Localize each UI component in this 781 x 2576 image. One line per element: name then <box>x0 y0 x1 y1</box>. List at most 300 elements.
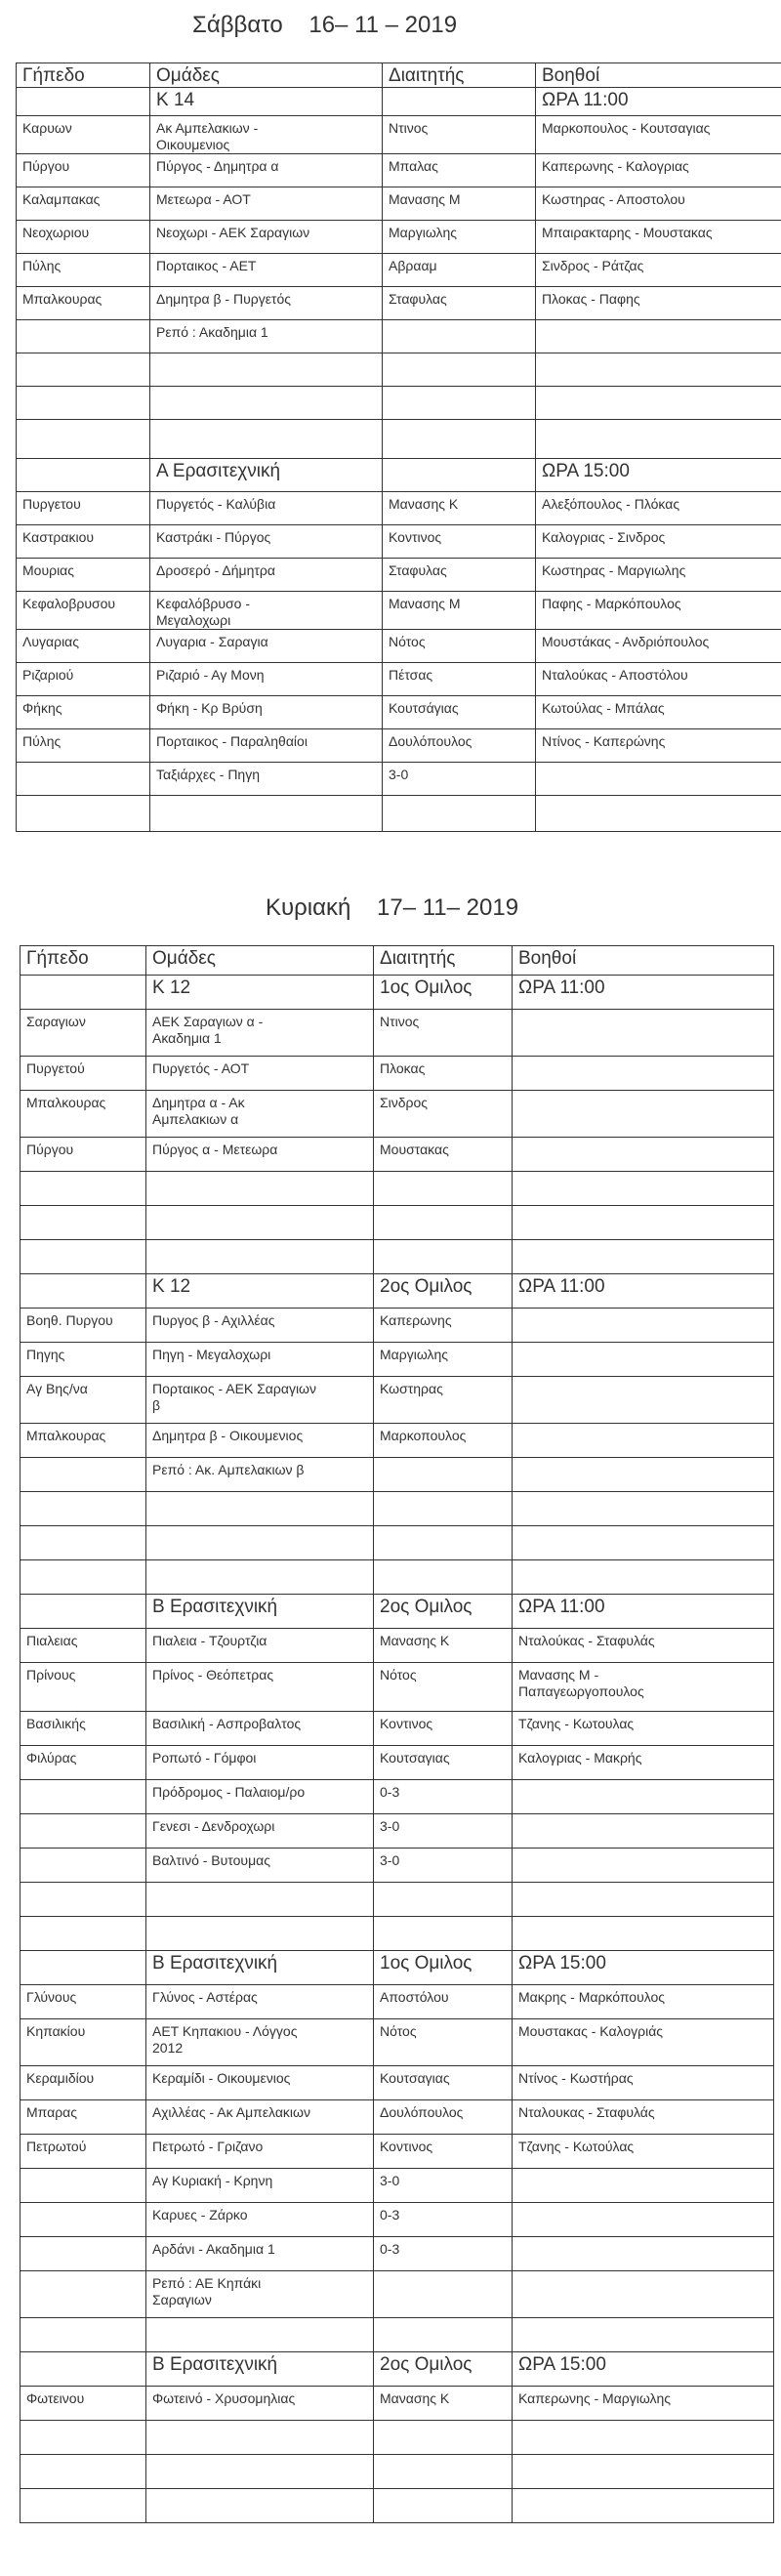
cell-venue: Καλαμπακας <box>17 187 150 221</box>
cell-assistants <box>513 1240 774 1274</box>
cell-referee: Μανασης Κ <box>383 492 536 525</box>
cell-teams: Δροσερό - Δήμητρα <box>150 559 383 592</box>
table-row <box>17 154 781 187</box>
cell-teams: Πορταικος - Παραληθαίοι <box>150 729 383 763</box>
cell-teams <box>146 2455 374 2489</box>
cell-referee <box>374 1240 513 1274</box>
table-row <box>21 1057 774 1091</box>
cell-referee <box>383 387 536 420</box>
cell-teams <box>146 1883 374 1917</box>
cell-venue: Φιλύρας <box>21 1746 146 1780</box>
cell-assistants <box>513 1424 774 1458</box>
table-row <box>21 2421 774 2455</box>
table-row <box>21 1985 774 2019</box>
cell-assistants <box>513 1091 774 1138</box>
section-heading-venue <box>17 88 150 116</box>
cell-referee: Αβρααμ <box>383 254 536 287</box>
sunday-schedule-table <box>20 945 774 2523</box>
cell-venue <box>21 1883 146 1917</box>
cell-teams <box>150 387 383 420</box>
cell-teams: Πύργος - Δημητρα α <box>150 154 383 187</box>
table-row <box>17 116 781 154</box>
cell-referee <box>374 1526 513 1560</box>
cell-venue: Πυργετού <box>21 1057 146 1091</box>
cell-teams: Φήκη - Κρ Βρύση <box>150 696 383 729</box>
cell-venue: Αγ Βης/να <box>21 1377 146 1424</box>
cell-referee: 0-3 <box>374 1780 513 1814</box>
header-row <box>21 946 774 976</box>
cell-venue: Μπαλκουρας <box>17 287 150 320</box>
cell-venue <box>21 2169 146 2203</box>
cell-venue <box>17 763 150 796</box>
section-heading-row <box>21 1951 774 1985</box>
cell-assistants <box>513 1343 774 1377</box>
cell-assistants: Κωτούλας - Μπάλας <box>536 696 781 729</box>
cell-assistants: Καπερωνης - Καλογριας <box>536 154 781 187</box>
cell-teams: Πυργος β - Αχιλλέας <box>146 1309 374 1343</box>
cell-referee: Μανασης Μ <box>383 592 536 630</box>
cell-venue: Βοηθ. Πυργου <box>21 1309 146 1343</box>
cell-teams <box>146 1240 374 1274</box>
cell-referee: Νότος <box>374 1663 513 1712</box>
section-heading-referee <box>383 459 536 492</box>
table-row <box>21 2203 774 2237</box>
cell-assistants: Πλοκας - Παφης <box>536 287 781 320</box>
table-row <box>17 187 781 221</box>
cell-teams <box>146 1172 374 1206</box>
table-row <box>17 663 781 696</box>
cell-venue <box>17 320 150 353</box>
cell-referee: Δουλόπουλος <box>383 729 536 763</box>
table-row <box>21 2100 774 2135</box>
column-header-referee: Διαιτητής <box>383 63 536 88</box>
table-row <box>17 592 781 630</box>
cell-referee: Μπαλας <box>383 154 536 187</box>
section-heading-row <box>21 1595 774 1629</box>
cell-referee <box>374 2318 513 2352</box>
cell-teams: Αγ Κυριακή - Κρηνη <box>146 2169 374 2203</box>
cell-teams: Ρεπό : ΑΕ Κηπάκι Σαραγιων <box>146 2271 374 2318</box>
saturday-title: Σάββατο 16– 11 – 2019 <box>192 12 458 38</box>
cell-assistants <box>536 353 781 387</box>
cell-referee: Δουλόπουλος <box>374 2100 513 2135</box>
cell-venue <box>17 796 150 832</box>
cell-venue: Πηγης <box>21 1343 146 1377</box>
cell-teams: Καρυες - Ζάρκο <box>146 2203 374 2237</box>
cell-assistants <box>513 2203 774 2237</box>
cell-referee: Μαργιωλης <box>374 1343 513 1377</box>
cell-assistants <box>513 1309 774 1343</box>
cell-teams: Ριζαριό - Αγ Μονη <box>150 663 383 696</box>
cell-venue <box>17 387 150 420</box>
table-row <box>17 320 781 353</box>
table-row <box>21 1010 774 1057</box>
section-heading-row <box>21 2352 774 2387</box>
cell-assistants: Τζανης - Κωτούλας <box>513 2135 774 2169</box>
section-heading-assistants: ΩΡΑ 15:00 <box>513 2352 774 2387</box>
cell-assistants: Μαρκοπουλος - Κουτσαγιας <box>536 116 781 154</box>
cell-referee: 0-3 <box>374 2237 513 2271</box>
cell-referee: Μανασης Μ <box>383 187 536 221</box>
cell-venue: Λυγαριας <box>17 630 150 663</box>
section-heading-venue <box>21 2352 146 2387</box>
cell-teams: Πυργετός - Καλύβια <box>150 492 383 525</box>
cell-teams <box>146 1526 374 1560</box>
table-row <box>21 1917 774 1951</box>
cell-venue <box>21 1240 146 1274</box>
cell-teams: Πρίνος - Θεόπετρας <box>146 1663 374 1712</box>
cell-assistants <box>536 763 781 796</box>
section-heading-assistants: ΩΡΑ 11:00 <box>513 976 774 1010</box>
cell-venue: Κεραμιδίου <box>21 2066 146 2100</box>
table-row <box>21 2237 774 2271</box>
cell-referee: 3-0 <box>374 1849 513 1883</box>
table-row <box>17 287 781 320</box>
cell-referee: Μανασης Κ <box>374 2387 513 2421</box>
cell-assistants <box>513 1526 774 1560</box>
cell-venue: Πυργετου <box>17 492 150 525</box>
table-row <box>17 387 781 420</box>
cell-referee <box>383 320 536 353</box>
cell-referee: Κοντινος <box>374 1712 513 1746</box>
cell-referee <box>374 1172 513 1206</box>
column-header-assistants: Βοηθοί <box>513 946 774 976</box>
cell-assistants: Νταλουκας - Σταφυλάς <box>513 2100 774 2135</box>
cell-assistants: Μπαιρακταρης - Μουστακας <box>536 221 781 254</box>
cell-venue: Κηπακίου <box>21 2019 146 2066</box>
cell-referee: Κοντινος <box>383 525 536 559</box>
cell-assistants: Νταλούκας - Αποστόλου <box>536 663 781 696</box>
cell-teams: Ρεπό : Ακαδημια 1 <box>150 320 383 353</box>
cell-assistants: Κωστηρας - Αποστολου <box>536 187 781 221</box>
table-row <box>21 1746 774 1780</box>
cell-teams: Κεφαλόβρυσο - Μεγαλοχωρι <box>150 592 383 630</box>
table-row <box>21 1138 774 1172</box>
cell-referee: Νότος <box>383 630 536 663</box>
section-heading-row <box>17 88 781 116</box>
cell-teams: Ρεπό : Ακ. Αμπελακιων β <box>146 1458 374 1492</box>
cell-teams: Αχιλλέας - Ακ Αμπελακιων <box>146 2100 374 2135</box>
sunday-title: Κυριακή 17– 11– 2019 <box>266 894 519 921</box>
cell-assistants: Καπερωνης - Μαργιωλης <box>513 2387 774 2421</box>
cell-assistants <box>513 2421 774 2455</box>
cell-referee: Μουστακας <box>374 1138 513 1172</box>
cell-assistants <box>513 1377 774 1424</box>
section-heading-teams: Κ 12 <box>146 976 374 1010</box>
cell-assistants <box>513 2237 774 2271</box>
cell-referee <box>374 1492 513 1526</box>
cell-assistants <box>536 320 781 353</box>
cell-referee <box>374 1458 513 1492</box>
cell-referee: Κουτσαγιας <box>374 1746 513 1780</box>
cell-teams: Πύργος α - Μετεωρα <box>146 1138 374 1172</box>
cell-venue: Πρίνους <box>21 1663 146 1712</box>
cell-assistants <box>513 1138 774 1172</box>
section-heading-teams: Β Ερασιτεχνική <box>146 1595 374 1629</box>
cell-assistants <box>513 1560 774 1595</box>
section-heading-venue <box>21 1951 146 1985</box>
cell-venue: Γλύνους <box>21 1985 146 2019</box>
section-heading-referee: 2ος Ομιλος <box>374 1595 513 1629</box>
cell-venue: Πύργου <box>21 1138 146 1172</box>
cell-teams: Πορταικος - ΑΕΤ <box>150 254 383 287</box>
section-heading-referee <box>383 88 536 116</box>
cell-assistants <box>513 2318 774 2352</box>
cell-venue <box>21 1814 146 1849</box>
cell-venue <box>21 1526 146 1560</box>
saturday-schedule-table <box>16 62 781 832</box>
table-row <box>21 1206 774 1240</box>
cell-assistants <box>513 1883 774 1917</box>
table-row <box>17 254 781 287</box>
cell-referee <box>374 2489 513 2523</box>
cell-venue: Μπαλκουρας <box>21 1424 146 1458</box>
table-row <box>17 796 781 832</box>
cell-teams: Δημητρα β - Οικουμενιος <box>146 1424 374 1458</box>
cell-teams <box>150 796 383 832</box>
cell-venue <box>21 1172 146 1206</box>
table-row <box>21 1849 774 1883</box>
cell-venue <box>21 2455 146 2489</box>
table-row <box>17 492 781 525</box>
table-row <box>21 1309 774 1343</box>
cell-teams <box>150 353 383 387</box>
table-row <box>17 353 781 387</box>
cell-venue <box>17 353 150 387</box>
cell-teams: Γενεσι - Δενδροχωρι <box>146 1814 374 1849</box>
table-row <box>21 1560 774 1595</box>
cell-referee: Κουτσάγιας <box>383 696 536 729</box>
cell-assistants: Καλογριας - Σινδρος <box>536 525 781 559</box>
table-row <box>21 1526 774 1560</box>
cell-referee: Νότος <box>374 2019 513 2066</box>
cell-teams <box>146 1206 374 1240</box>
table-row <box>17 525 781 559</box>
cell-assistants <box>536 420 781 459</box>
table-row <box>21 1814 774 1849</box>
cell-assistants <box>513 2489 774 2523</box>
section-heading-teams: Β Ερασιτεχνική <box>146 2352 374 2387</box>
cell-referee: Πλοκας <box>374 1057 513 1091</box>
cell-venue <box>21 1780 146 1814</box>
table-row <box>21 2318 774 2352</box>
section-heading-referee: 1ος Ομιλος <box>374 1951 513 1985</box>
cell-venue <box>21 1560 146 1595</box>
section-heading-teams: Β Ερασιτεχνική <box>146 1951 374 1985</box>
cell-referee <box>374 2421 513 2455</box>
cell-referee: Μαρκοπουλος <box>374 1424 513 1458</box>
column-header-teams: Ομάδες <box>150 63 383 88</box>
cell-referee <box>374 1917 513 1951</box>
cell-assistants: Σινδρος - Ράτζας <box>536 254 781 287</box>
cell-venue <box>21 1917 146 1951</box>
cell-assistants: Κωστηρας - Μαργιωλης <box>536 559 781 592</box>
section-heading-assistants: ΩΡΑ 11:00 <box>536 88 781 116</box>
column-header-teams: Ομάδες <box>146 946 374 976</box>
cell-assistants: Νταλούκας - Σταφυλάς <box>513 1629 774 1663</box>
cell-venue <box>21 1492 146 1526</box>
header-row <box>17 63 781 88</box>
cell-assistants <box>536 387 781 420</box>
cell-assistants <box>513 1780 774 1814</box>
cell-teams: Κεραμίδι - Οικουμενιος <box>146 2066 374 2100</box>
section-heading-teams: Α Ερασιτεχνική <box>150 459 383 492</box>
section-heading-venue <box>21 976 146 1010</box>
cell-referee: Μανασης Κ <box>374 1629 513 1663</box>
section-heading-assistants: ΩΡΑ 15:00 <box>536 459 781 492</box>
section-heading-assistants: ΩΡΑ 15:00 <box>513 1951 774 1985</box>
cell-assistants <box>513 1917 774 1951</box>
cell-venue <box>21 1458 146 1492</box>
cell-venue: Μπαλκουρας <box>21 1091 146 1138</box>
table-row <box>21 1240 774 1274</box>
cell-assistants <box>513 1814 774 1849</box>
cell-teams: Πετρωτό - Γριζανο <box>146 2135 374 2169</box>
section-heading-referee: 2ος Ομιλος <box>374 2352 513 2387</box>
cell-referee <box>383 420 536 459</box>
cell-teams: Βασιλική - Ασπροβαλτος <box>146 1712 374 1746</box>
cell-venue <box>21 1206 146 1240</box>
cell-venue: Καστρακιου <box>17 525 150 559</box>
cell-assistants: Καλογριας - Μακρής <box>513 1746 774 1780</box>
cell-referee: Κουτσαγιας <box>374 2066 513 2100</box>
cell-assistants: Τζανης - Κωτουλας <box>513 1712 774 1746</box>
cell-venue: Καρυων <box>17 116 150 154</box>
cell-referee: 3-0 <box>374 2169 513 2203</box>
cell-venue: Πετρωτού <box>21 2135 146 2169</box>
cell-referee: 0-3 <box>374 2203 513 2237</box>
section-heading-row <box>21 1274 774 1309</box>
cell-referee: Καπερωνης <box>374 1309 513 1343</box>
cell-teams: ΑΕΤ Κηπακιου - Λόγγος 2012 <box>146 2019 374 2066</box>
cell-venue <box>21 2318 146 2352</box>
cell-referee <box>383 796 536 832</box>
cell-assistants <box>536 796 781 832</box>
table-row <box>17 763 781 796</box>
column-header-venue: Γήπεδο <box>17 63 150 88</box>
cell-referee: 3-0 <box>383 763 536 796</box>
cell-venue: Πιαλειας <box>21 1629 146 1663</box>
section-heading-row <box>21 976 774 1010</box>
cell-teams: Μετεωρα - ΑΟΤ <box>150 187 383 221</box>
table-row <box>21 2019 774 2066</box>
cell-teams: Βαλτινό - Βυτουμας <box>146 1849 374 1883</box>
cell-referee: Σταφυλας <box>383 287 536 320</box>
cell-venue <box>21 2203 146 2237</box>
table-row <box>17 729 781 763</box>
cell-teams: Ταξιάρχες - Πηγη <box>150 763 383 796</box>
column-header-referee: Διαιτητής <box>374 946 513 976</box>
section-heading-venue <box>21 1595 146 1629</box>
table-row <box>21 2271 774 2318</box>
section-heading-assistants: ΩΡΑ 11:00 <box>513 1595 774 1629</box>
table-row <box>21 1629 774 1663</box>
cell-venue <box>21 2489 146 2523</box>
cell-referee: Ντινος <box>383 116 536 154</box>
cell-venue: Μπαρας <box>21 2100 146 2135</box>
cell-assistants <box>513 1492 774 1526</box>
cell-venue: Βασιλικής <box>21 1712 146 1746</box>
cell-assistants: Παφης - Μαρκόπουλος <box>536 592 781 630</box>
cell-referee <box>374 2455 513 2489</box>
cell-assistants <box>513 1010 774 1057</box>
cell-referee <box>374 1883 513 1917</box>
cell-assistants <box>513 2455 774 2489</box>
cell-teams: Λυγαρια - Σαραγια <box>150 630 383 663</box>
cell-teams: Ροπωτό - Γόμφοι <box>146 1746 374 1780</box>
table-row <box>21 2135 774 2169</box>
cell-teams <box>146 2489 374 2523</box>
cell-teams: Πορταικος - ΑΕΚ Σαραγιων β <box>146 1377 374 1424</box>
cell-venue: Ριζαριού <box>17 663 150 696</box>
cell-venue: Κεφαλοβρυσου <box>17 592 150 630</box>
table-row <box>21 2169 774 2203</box>
section-heading-teams: Κ 12 <box>146 1274 374 1309</box>
table-row <box>21 2066 774 2100</box>
cell-teams <box>146 1560 374 1595</box>
section-heading-teams: Κ 14 <box>150 88 383 116</box>
table-row <box>17 630 781 663</box>
cell-referee: 3-0 <box>374 1814 513 1849</box>
table-row <box>21 1458 774 1492</box>
section-heading-row <box>17 459 781 492</box>
cell-teams: Δημητρα β - Πυργετός <box>150 287 383 320</box>
cell-assistants: Αλεξόπουλος - Πλόκας <box>536 492 781 525</box>
table-row <box>21 1663 774 1712</box>
cell-venue: Πύλης <box>17 254 150 287</box>
table-row <box>21 1780 774 1814</box>
cell-venue <box>21 2421 146 2455</box>
cell-assistants <box>513 1458 774 1492</box>
cell-referee: Σταφυλας <box>383 559 536 592</box>
table-row <box>21 1091 774 1138</box>
cell-teams: Φωτεινό - Χρυσομηλιας <box>146 2387 374 2421</box>
cell-assistants <box>513 1206 774 1240</box>
cell-teams: Καστράκι - Πύργος <box>150 525 383 559</box>
cell-referee: Κοντινος <box>374 2135 513 2169</box>
cell-assistants: Μουστακας - Καλογριάς <box>513 2019 774 2066</box>
table-row <box>21 1492 774 1526</box>
section-heading-venue <box>21 1274 146 1309</box>
cell-assistants: Ντίνος - Καπερώνης <box>536 729 781 763</box>
cell-assistants: Μουστάκας - Ανδριόπουλος <box>536 630 781 663</box>
column-header-venue: Γήπεδο <box>21 946 146 976</box>
cell-referee <box>374 1560 513 1595</box>
cell-assistants: Ντίνος - Κωστήρας <box>513 2066 774 2100</box>
table-row <box>21 2455 774 2489</box>
cell-assistants <box>513 2271 774 2318</box>
cell-venue <box>21 2271 146 2318</box>
table-row <box>17 221 781 254</box>
cell-venue: Φήκης <box>17 696 150 729</box>
cell-teams <box>146 1917 374 1951</box>
table-row <box>21 1343 774 1377</box>
cell-assistants <box>513 1057 774 1091</box>
table-row <box>21 1377 774 1424</box>
table-row <box>17 420 781 459</box>
cell-venue: Νεοχωριου <box>17 221 150 254</box>
table-row <box>21 1172 774 1206</box>
cell-teams: Γλύνος - Αστέρας <box>146 1985 374 2019</box>
cell-referee: Αποστόλου <box>374 1985 513 2019</box>
cell-referee: Κωστηρας <box>374 1377 513 1424</box>
cell-teams <box>146 2421 374 2455</box>
cell-assistants <box>513 2169 774 2203</box>
column-header-assistants: Βοηθοί <box>536 63 781 88</box>
cell-teams <box>150 420 383 459</box>
cell-teams: Πιαλεια - Τζουρτζια <box>146 1629 374 1663</box>
section-heading-assistants: ΩΡΑ 11:00 <box>513 1274 774 1309</box>
